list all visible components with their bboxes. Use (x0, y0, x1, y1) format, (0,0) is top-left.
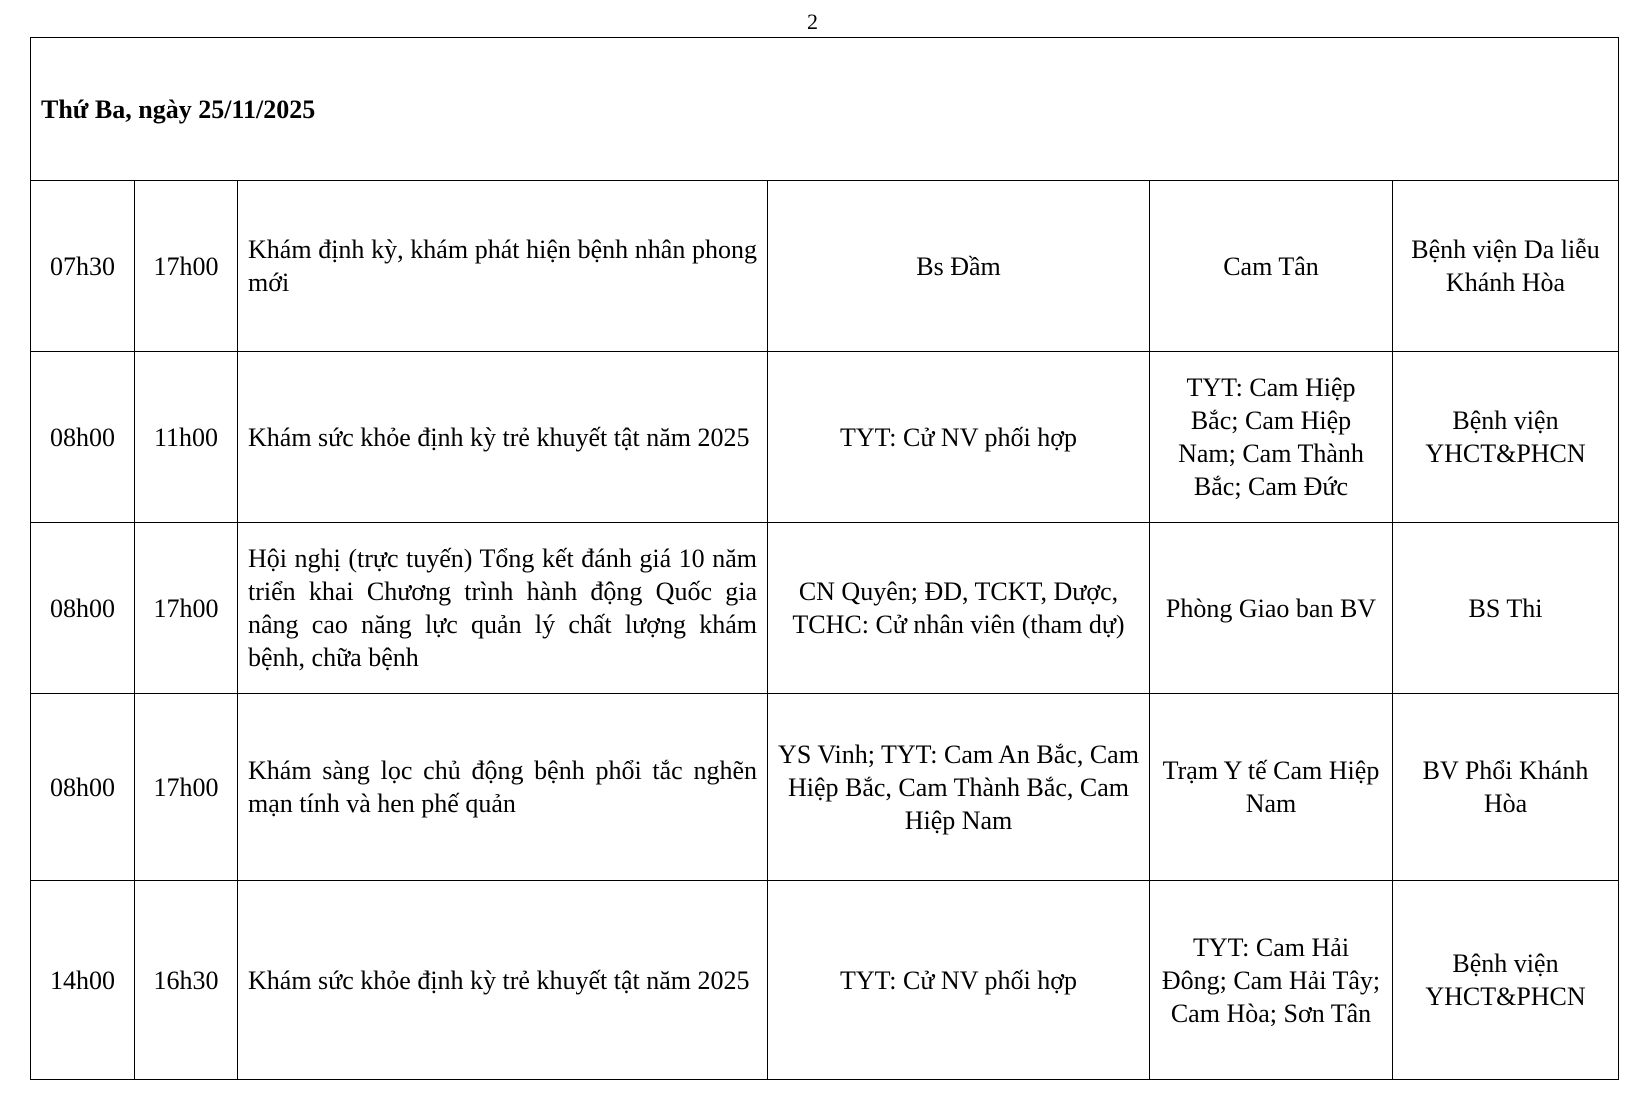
activity-content: Khám sàng lọc chủ động bệnh phổi tắc nghẽn mạn tính và hen phế quản (238, 694, 768, 881)
location: Cam Tân (1150, 181, 1393, 352)
location: TYT: Cam Hiệp Bắc; Cam Hiệp Nam; Cam Thành Bắc; Cam Đức (1150, 352, 1393, 523)
table-row (31, 352, 1619, 523)
participants: TYT: Cử NV phối hợp (768, 881, 1150, 1080)
host: Bệnh viện Da liễu Khánh Hòa (1393, 181, 1619, 352)
day-header: Thứ Ba, ngày 25/11/2025 (31, 38, 1619, 181)
page-number: 2 (807, 9, 818, 34)
participants: CN Quyên; ĐD, TCKT, Dược, TCHC: Cử nhân viên (tham dự) (768, 523, 1150, 694)
host: Bệnh viện YHCT&PHCN (1393, 881, 1619, 1080)
location: Trạm Y tế Cam Hiệp Nam (1150, 694, 1393, 881)
participants: Bs Đầm (768, 181, 1150, 352)
day-header-row (31, 38, 1619, 181)
end-time: 17h00 (135, 181, 238, 352)
activity-content: Hội nghị (trực tuyến) Tổng kết đánh giá 10 năm triển khai Chương trình hành động Quốc gia nâng cao năng lực quản lý chất lượng khám bệnh, chữa bệnh (238, 523, 768, 694)
activity-content: Khám sức khỏe định kỳ trẻ khuyết tật năm 2025 (238, 881, 768, 1080)
table-row (31, 694, 1619, 881)
end-time: 17h00 (135, 694, 238, 881)
host: BV Phổi Khánh Hòa (1393, 694, 1619, 881)
host: BS Thi (1393, 523, 1619, 694)
location: TYT: Cam Hải Đông; Cam Hải Tây; Cam Hòa; Sơn Tân (1150, 881, 1393, 1080)
end-time: 17h00 (135, 523, 238, 694)
table-row (31, 523, 1619, 694)
end-time: 11h00 (135, 352, 238, 523)
start-time: 07h30 (31, 181, 135, 352)
table-row (31, 881, 1619, 1080)
table-row (31, 181, 1619, 352)
location: Phòng Giao ban BV (1150, 523, 1393, 694)
activity-content: Khám định kỳ, khám phát hiện bệnh nhân phong mới (238, 181, 768, 352)
participants: YS Vinh; TYT: Cam An Bắc, Cam Hiệp Bắc, Cam Thành Bắc, Cam Hiệp Nam (768, 694, 1150, 881)
end-time: 16h30 (135, 881, 238, 1080)
start-time: 08h00 (31, 523, 135, 694)
start-time: 14h00 (31, 881, 135, 1080)
schedule-table (30, 37, 1619, 1080)
start-time: 08h00 (31, 694, 135, 881)
participants: TYT: Cử NV phối hợp (768, 352, 1150, 523)
activity-content: Khám sức khỏe định kỳ trẻ khuyết tật năm 2025 (238, 352, 768, 523)
host: Bệnh viện YHCT&PHCN (1393, 352, 1619, 523)
start-time: 08h00 (31, 352, 135, 523)
